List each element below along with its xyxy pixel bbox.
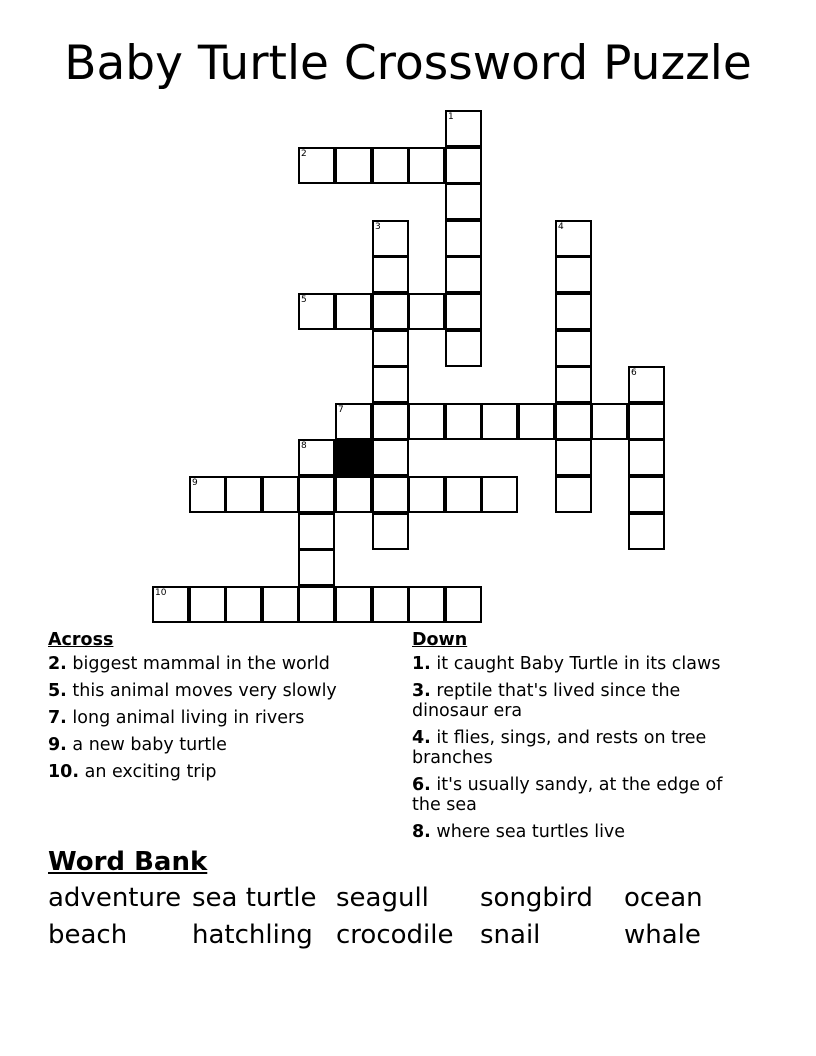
black-cell <box>335 439 372 476</box>
grid-cell[interactable] <box>445 330 482 367</box>
word-bank-title: Word Bank <box>48 847 208 877</box>
across-clue: 9. a new baby turtle <box>48 735 227 755</box>
across-clue: 2. biggest mammal in the world <box>48 654 330 674</box>
grid-cell[interactable] <box>262 476 299 513</box>
grid-cell[interactable] <box>372 220 409 257</box>
grid-cell[interactable] <box>262 586 299 623</box>
grid-cell[interactable] <box>408 403 445 440</box>
down-clue: 1. it caught Baby Turtle in its claws <box>412 654 721 674</box>
grid-cell[interactable] <box>372 330 409 367</box>
across-clue: 10. an exciting trip <box>48 762 217 782</box>
clue-number: 4 <box>558 222 564 232</box>
clue-number: 9 <box>192 478 198 488</box>
down-heading: Down <box>412 630 468 650</box>
grid-cell[interactable] <box>372 513 409 550</box>
clue-number: 1 <box>448 112 454 122</box>
grid-cell[interactable] <box>408 476 445 513</box>
grid-cell[interactable] <box>445 403 482 440</box>
grid-cell[interactable] <box>445 110 482 147</box>
word-bank-word: sea turtle <box>192 883 317 913</box>
clue-number: 3 <box>375 222 381 232</box>
grid-cell[interactable] <box>298 476 335 513</box>
word-bank <box>48 882 768 952</box>
grid-cell[interactable] <box>372 476 409 513</box>
grid-cell[interactable] <box>335 403 372 440</box>
grid-cell[interactable] <box>372 366 409 403</box>
word-bank-word: seagull <box>336 883 429 913</box>
grid-cell[interactable] <box>372 439 409 476</box>
grid-cell[interactable] <box>298 549 335 586</box>
grid-cell[interactable] <box>372 147 409 184</box>
grid-cell[interactable] <box>335 476 372 513</box>
grid-cell[interactable] <box>189 476 226 513</box>
grid-cell[interactable] <box>372 256 409 293</box>
grid-cell[interactable] <box>445 586 482 623</box>
grid-cell[interactable] <box>225 586 262 623</box>
grid-cell[interactable] <box>628 439 665 476</box>
grid-cell[interactable] <box>628 366 665 403</box>
grid-cell[interactable] <box>555 366 592 403</box>
down-clue: 4. it flies, sings, and rests on tree branches <box>412 728 707 768</box>
grid-cell[interactable] <box>335 147 372 184</box>
grid-cell[interactable] <box>408 586 445 623</box>
grid-cell[interactable] <box>555 220 592 257</box>
grid-cell[interactable] <box>298 293 335 330</box>
grid-cell[interactable] <box>225 476 262 513</box>
word-bank-word: whale <box>624 920 701 950</box>
across-clue: 7. long animal living in rivers <box>48 708 305 728</box>
down-clue: 6. it's usually sandy, at the edge of the sea <box>412 775 723 815</box>
grid-cell[interactable] <box>298 586 335 623</box>
grid-cell[interactable] <box>555 330 592 367</box>
grid-cell[interactable] <box>591 403 628 440</box>
grid-cell[interactable] <box>445 293 482 330</box>
grid-cell[interactable] <box>481 476 518 513</box>
word-bank-word: snail <box>480 920 541 950</box>
grid-cell[interactable] <box>408 147 445 184</box>
word-bank-word: beach <box>48 920 128 950</box>
down-clue: 8. where sea turtles live <box>412 822 626 842</box>
grid-cell[interactable] <box>445 476 482 513</box>
grid-cell[interactable] <box>555 293 592 330</box>
down-clues <box>412 630 752 849</box>
clue-number: 2 <box>301 149 307 159</box>
clue-number: 7 <box>338 405 344 415</box>
grid-cell[interactable] <box>555 439 592 476</box>
grid-cell[interactable] <box>628 476 665 513</box>
word-bank-word: hatchling <box>192 920 313 950</box>
grid-cell[interactable] <box>445 183 482 220</box>
grid-cell[interactable] <box>555 403 592 440</box>
grid-cell[interactable] <box>335 293 372 330</box>
clue-number: 10 <box>155 588 167 598</box>
grid-cell[interactable] <box>555 256 592 293</box>
grid-cell[interactable] <box>481 403 518 440</box>
grid-cell[interactable] <box>298 439 335 476</box>
clue-number: 6 <box>631 368 637 378</box>
grid-cell[interactable] <box>408 293 445 330</box>
grid-cell[interactable] <box>372 586 409 623</box>
grid-cell[interactable] <box>298 147 335 184</box>
page-title: Baby Turtle Crossword Puzzle <box>64 36 752 91</box>
across-clue: 5. this animal moves very slowly <box>48 681 337 701</box>
down-clue: 3. reptile that's lived since the dinosaur era <box>412 681 681 721</box>
grid-cell[interactable] <box>298 513 335 550</box>
clue-number: 5 <box>301 295 307 305</box>
grid-cell[interactable] <box>445 220 482 257</box>
across-heading: Across <box>48 630 114 650</box>
grid-cell[interactable] <box>445 147 482 184</box>
grid-cell[interactable] <box>372 403 409 440</box>
word-bank-word: crocodile <box>336 920 454 950</box>
word-bank-word: songbird <box>480 883 593 913</box>
grid-cell[interactable] <box>555 476 592 513</box>
grid-cell[interactable] <box>518 403 555 440</box>
clue-number: 8 <box>301 441 307 451</box>
grid-cell[interactable] <box>152 586 189 623</box>
word-bank-word: ocean <box>624 883 703 913</box>
grid-cell[interactable] <box>189 586 226 623</box>
grid-cell[interactable] <box>445 256 482 293</box>
grid-cell[interactable] <box>335 586 372 623</box>
across-clues <box>48 630 388 789</box>
word-bank-word: adventure <box>48 883 182 913</box>
grid-cell[interactable] <box>628 403 665 440</box>
grid-cell[interactable] <box>372 293 409 330</box>
grid-cell[interactable] <box>628 513 665 550</box>
